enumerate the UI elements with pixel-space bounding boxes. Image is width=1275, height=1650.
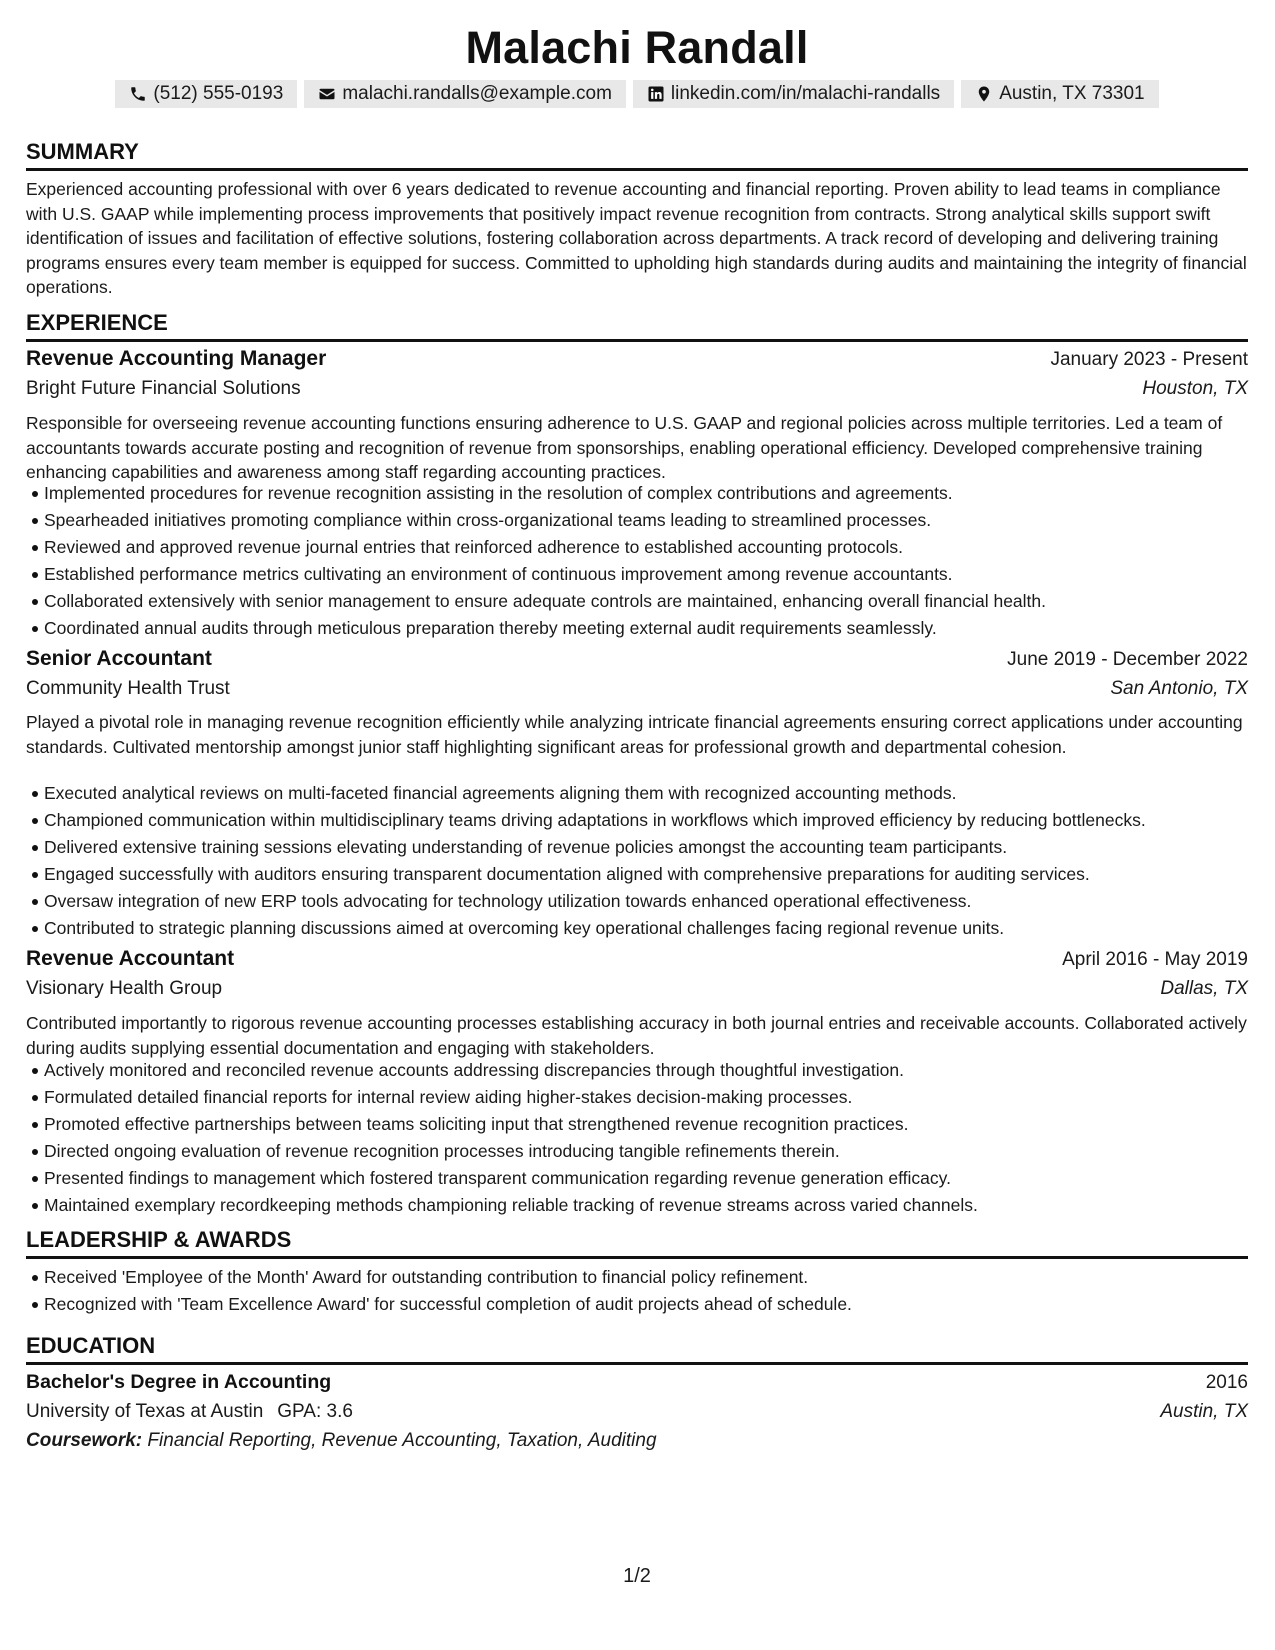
graduation-year: 2016 xyxy=(1205,1372,1248,1393)
section-divider xyxy=(26,1256,1248,1259)
job-location: Dallas, TX xyxy=(1160,978,1248,999)
list-item: Received 'Employee of the Month' Award for outstanding contribution to financial policy refinement. xyxy=(44,1264,1266,1291)
phone-chip[interactable] xyxy=(115,80,297,108)
email-chip[interactable] xyxy=(304,80,626,108)
job-description: Played a pivotal role in managing revenue recognition efficiently while analyzing intricate financial agreements ensuring correct applications under accounting standards. Cultivated mentorship amongst junior staff highlighting significant areas for professional growth and departmental cohesion. xyxy=(26,712,1243,757)
linkedin-icon xyxy=(647,85,665,103)
section-title-awards: LEADERSHIP & AWARDS xyxy=(26,1227,292,1252)
envelope-icon xyxy=(318,85,336,103)
linkedin-text: linkedin.com/in/malachi-randalls xyxy=(670,83,941,104)
list-item: Engaged successfully with auditors ensuring transparent documentation aligned with comprehensive preparations for auditing services. xyxy=(44,861,1266,888)
job-bullets xyxy=(26,1057,1266,1219)
job-org-row xyxy=(26,378,1248,400)
list-item: Promoted effective partnerships between teams soliciting input that strengthened revenue recognition practices. xyxy=(44,1111,1266,1138)
job-dates: April 2016 - May 2019 xyxy=(1062,949,1248,970)
education-header xyxy=(26,1371,1248,1394)
education-school-row xyxy=(26,1401,1248,1423)
contact-bar xyxy=(26,80,1248,108)
candidate-name: Malachi Randall xyxy=(465,22,809,73)
school-info xyxy=(26,1401,353,1423)
job-description: Contributed importantly to rigorous revenue accounting processes establishing accuracy in both journal entries and receivable accounts. Collaborated actively during audits supplying essential documentation and engaging with stakeholders. xyxy=(26,1013,1247,1058)
school-name: University of Texas at Austin xyxy=(26,1401,264,1422)
list-item: Presented findings to management which fostered transparent communication regarding revenue generation efficacy. xyxy=(44,1165,1266,1192)
coursework xyxy=(26,1430,657,1452)
job-org-row xyxy=(26,678,1248,700)
list-item: Oversaw integration of new ERP tools advocating for technology utilization towards enhanced operational effectiveness. xyxy=(44,888,1266,915)
list-item: Coordinated annual audits through meticulous preparation thereby meeting external audit requirements seamlessly. xyxy=(44,615,1266,642)
location-text: Austin, TX 73301 xyxy=(999,83,1145,104)
job-org-row xyxy=(26,978,1248,1000)
section-divider xyxy=(26,339,1248,342)
section-title-education: EDUCATION xyxy=(26,1333,156,1358)
coursework-list: Financial Reporting, Revenue Accounting, Taxation, Auditing xyxy=(147,1430,657,1451)
school-location: Austin, TX xyxy=(1160,1401,1248,1422)
job-title: Revenue Accounting Manager xyxy=(26,347,327,370)
job-company: Community Health Trust xyxy=(26,678,230,699)
list-item: Delivered extensive training sessions elevating understanding of revenue policies amongst the accounting team participants. xyxy=(44,834,1266,861)
job-location: San Antonio, TX xyxy=(1110,678,1248,699)
coursework-label: Coursework: xyxy=(26,1430,143,1451)
gpa: GPA: 3.6 xyxy=(277,1401,353,1422)
job-bullets xyxy=(26,780,1266,942)
list-item: Contributed to strategic planning discussions aimed at overcoming key operational challenges facing regional revenue units. xyxy=(44,915,1266,942)
list-item: Established performance metrics cultivating an environment of continuous improvement among revenue accountants. xyxy=(44,561,1266,588)
job-header xyxy=(26,647,1248,671)
awards-list xyxy=(26,1264,1266,1318)
section-divider xyxy=(26,168,1248,171)
job-header xyxy=(26,347,1248,371)
list-item: Directed ongoing evaluation of revenue recognition processes introducing tangible refinements therein. xyxy=(44,1138,1266,1165)
phone-icon xyxy=(129,85,147,103)
list-item: Recognized with 'Team Excellence Award' for successful completion of audit projects ahead of schedule. xyxy=(44,1291,1266,1318)
job-bullets xyxy=(26,480,1266,642)
location-chip xyxy=(961,80,1158,108)
section-divider xyxy=(26,1362,1248,1365)
email-text: malachi.randalls@example.com xyxy=(342,83,612,104)
list-item: Executed analytical reviews on multi-faceted financial agreements aligning them with recognized accounting methods. xyxy=(44,780,1266,807)
job-title: Senior Accountant xyxy=(26,647,212,670)
linkedin-chip[interactable] xyxy=(633,80,954,108)
list-item: Spearheaded initiatives promoting compliance within cross-organizational teams leading to streamlined processes. xyxy=(44,507,1266,534)
job-location: Houston, TX xyxy=(1142,378,1248,399)
job-title: Revenue Accountant xyxy=(26,947,235,970)
list-item: Championed communication within multidisciplinary teams driving adaptations in workflows which improved efficiency by reducing bottlenecks. xyxy=(44,807,1266,834)
job-description: Responsible for overseeing revenue accounting functions ensuring adherence to U.S. GAAP and regional policies across multiple territories. Led a team of accountants towards accurate posting and recognition of revenue from sponsorships, enabling operational efficiency. Developed comprehensive training enhancing capabilities and awareness among staff regarding accounting practices. xyxy=(26,413,1223,482)
list-item: Implemented procedures for revenue recognition assisting in the resolution of complex contributions and agreements. xyxy=(44,480,1266,507)
page-number: 1/2 xyxy=(623,1565,651,1587)
list-item: Collaborated extensively with senior management to ensure adequate controls are maintained, enhancing overall financial health. xyxy=(44,588,1266,615)
list-item: Formulated detailed financial reports for internal review aiding higher-stakes decision-making processes. xyxy=(44,1084,1266,1111)
job-company: Bright Future Financial Solutions xyxy=(26,378,301,399)
map-pin-icon xyxy=(975,85,993,103)
degree-title: Bachelor's Degree in Accounting xyxy=(26,1371,332,1393)
job-dates: June 2019 - December 2022 xyxy=(1007,649,1248,670)
job-dates: January 2023 - Present xyxy=(1050,349,1248,370)
list-item: Actively monitored and reconciled revenue accounts addressing discrepancies through thoughtful investigation. xyxy=(44,1057,1266,1084)
list-item: Maintained exemplary recordkeeping methods championing reliable tracking of revenue streams across varied channels. xyxy=(44,1192,1266,1219)
job-company: Visionary Health Group xyxy=(26,978,223,999)
section-title-summary: SUMMARY xyxy=(26,139,139,164)
phone-text: (512) 555-0193 xyxy=(153,83,284,104)
summary-text: Experienced accounting professional with over 6 years dedicated to revenue accounting and financial reporting. Proven ability to lead teams in compliance with U.S. GAAP while implementing process improvements that positively impact revenue recognition from contracts. Strong analytical skills support swift identification of issues and facilitation of effective solutions, fostering collaboration across departments. A track record of developing and delivering training programs ensures every team member is equipped for success. Committed to upholding high standards during audits and maintaining the integrity of financial operations. xyxy=(26,179,1247,297)
section-title-experience: EXPERIENCE xyxy=(26,310,168,335)
job-header xyxy=(26,947,1248,971)
list-item: Reviewed and approved revenue journal entries that reinforced adherence to established accounting protocols. xyxy=(44,534,1266,561)
